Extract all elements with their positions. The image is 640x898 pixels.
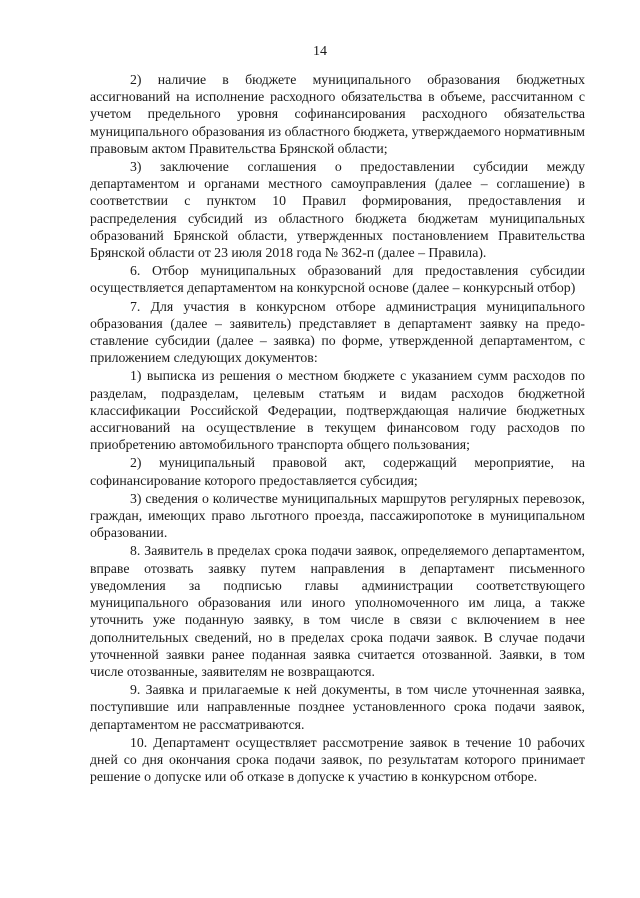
paragraph-10: 10. Департамент осуществляет рассмотрение заявок в течение 10 рабочих дней со дня окончания срока подачи заявок, по результатам которого принимает решение о допуске или об отказе в допуске к участию в конкурсном отборе. [90, 734, 585, 785]
document-body [90, 71, 585, 785]
paragraph-7-item-1: 1) выписка из решения о местном бюджете с указанием сумм расходов по разделам, подразделам, целевым статьям и видам расходов бюджетной классификации Российской Федерации, подтверждающая наличие бюджетных ассигнований на осуществление в текущем финансовом году расходов по приобретению автомобильного транспорта общего пользования; [90, 368, 585, 453]
paragraph-item-3: 3) заключение соглашения о предоставлении субсидии между департаментом и органами местного самоуправления (далее – соглашение) в соответствии с пунктом 10 Правил формирования, предоставления и распределения субсидий из областного бюджета бюджетам муниципальных образований Брянской области, утвержденных постановлением Правительства Брянской области от 23 июля 2018 года № 362-п (далее – Правила). [90, 159, 585, 261]
paragraph-7: 7. Для участия в конкурсном отборе администрация муниципального образования (далее – заявитель) представляет в департамент заявку на предоставление субсидии (далее – заявка) по форме, утвержденной департаментом, с приложением следующих документов: [90, 298, 585, 366]
paragraph-7-item-3: 3) сведения о количестве муниципальных маршрутов регулярных перевозок, граждан, имеющих право льготного проезда, пассажиропотоке в муниципальном образовании. [90, 490, 585, 541]
paragraph-9: 9. Заявка и прилагаемые к ней документы, в том числе уточненная заявка, поступившие или направленные позднее установленного срока подачи заявок, департаментом не рассматриваются. [90, 682, 585, 732]
paragraph-item-2: 2) наличие в бюджете муниципального образования бюджетных ассигнований на исполнение расходного обязательства в объеме, рассчитанном с учетом предельного уровня софинансирования расходного обязательства муниципального образования из областного бюджета, утверждаемого нормативным правовым актом Правительства Брянской области; [90, 72, 585, 156]
paragraph-8: 8. Заявитель в пределах срока подачи заявок, определяемого департаментом, вправе отозвать заявку путем направления в департамент письменного уведомления за подписью главы администрации соответствующего муниципального образования или иного уполномоченного им лица, а также уточнить уже поданную заявку, в том числе в связи с включением в нее дополнительных сведений, но в пределах срока подачи заявок. В случае подачи уточненной заявки ранее поданная заявка считается отозванной. Заявки, в том числе отозванные, заявителям не возвращаются. [90, 543, 585, 679]
paragraph-6: 6. Отбор муниципальных образований для предоставления субсидии осуществляется департаментом на конкурсной основе (далее – конкурсный отбор) [90, 263, 585, 296]
page-number: 14 [313, 44, 327, 59]
paragraph-7-item-2: 2) муниципальный правовой акт, содержащий мероприятие, на софинансирование которого предоставляется субсидия; [90, 455, 585, 488]
